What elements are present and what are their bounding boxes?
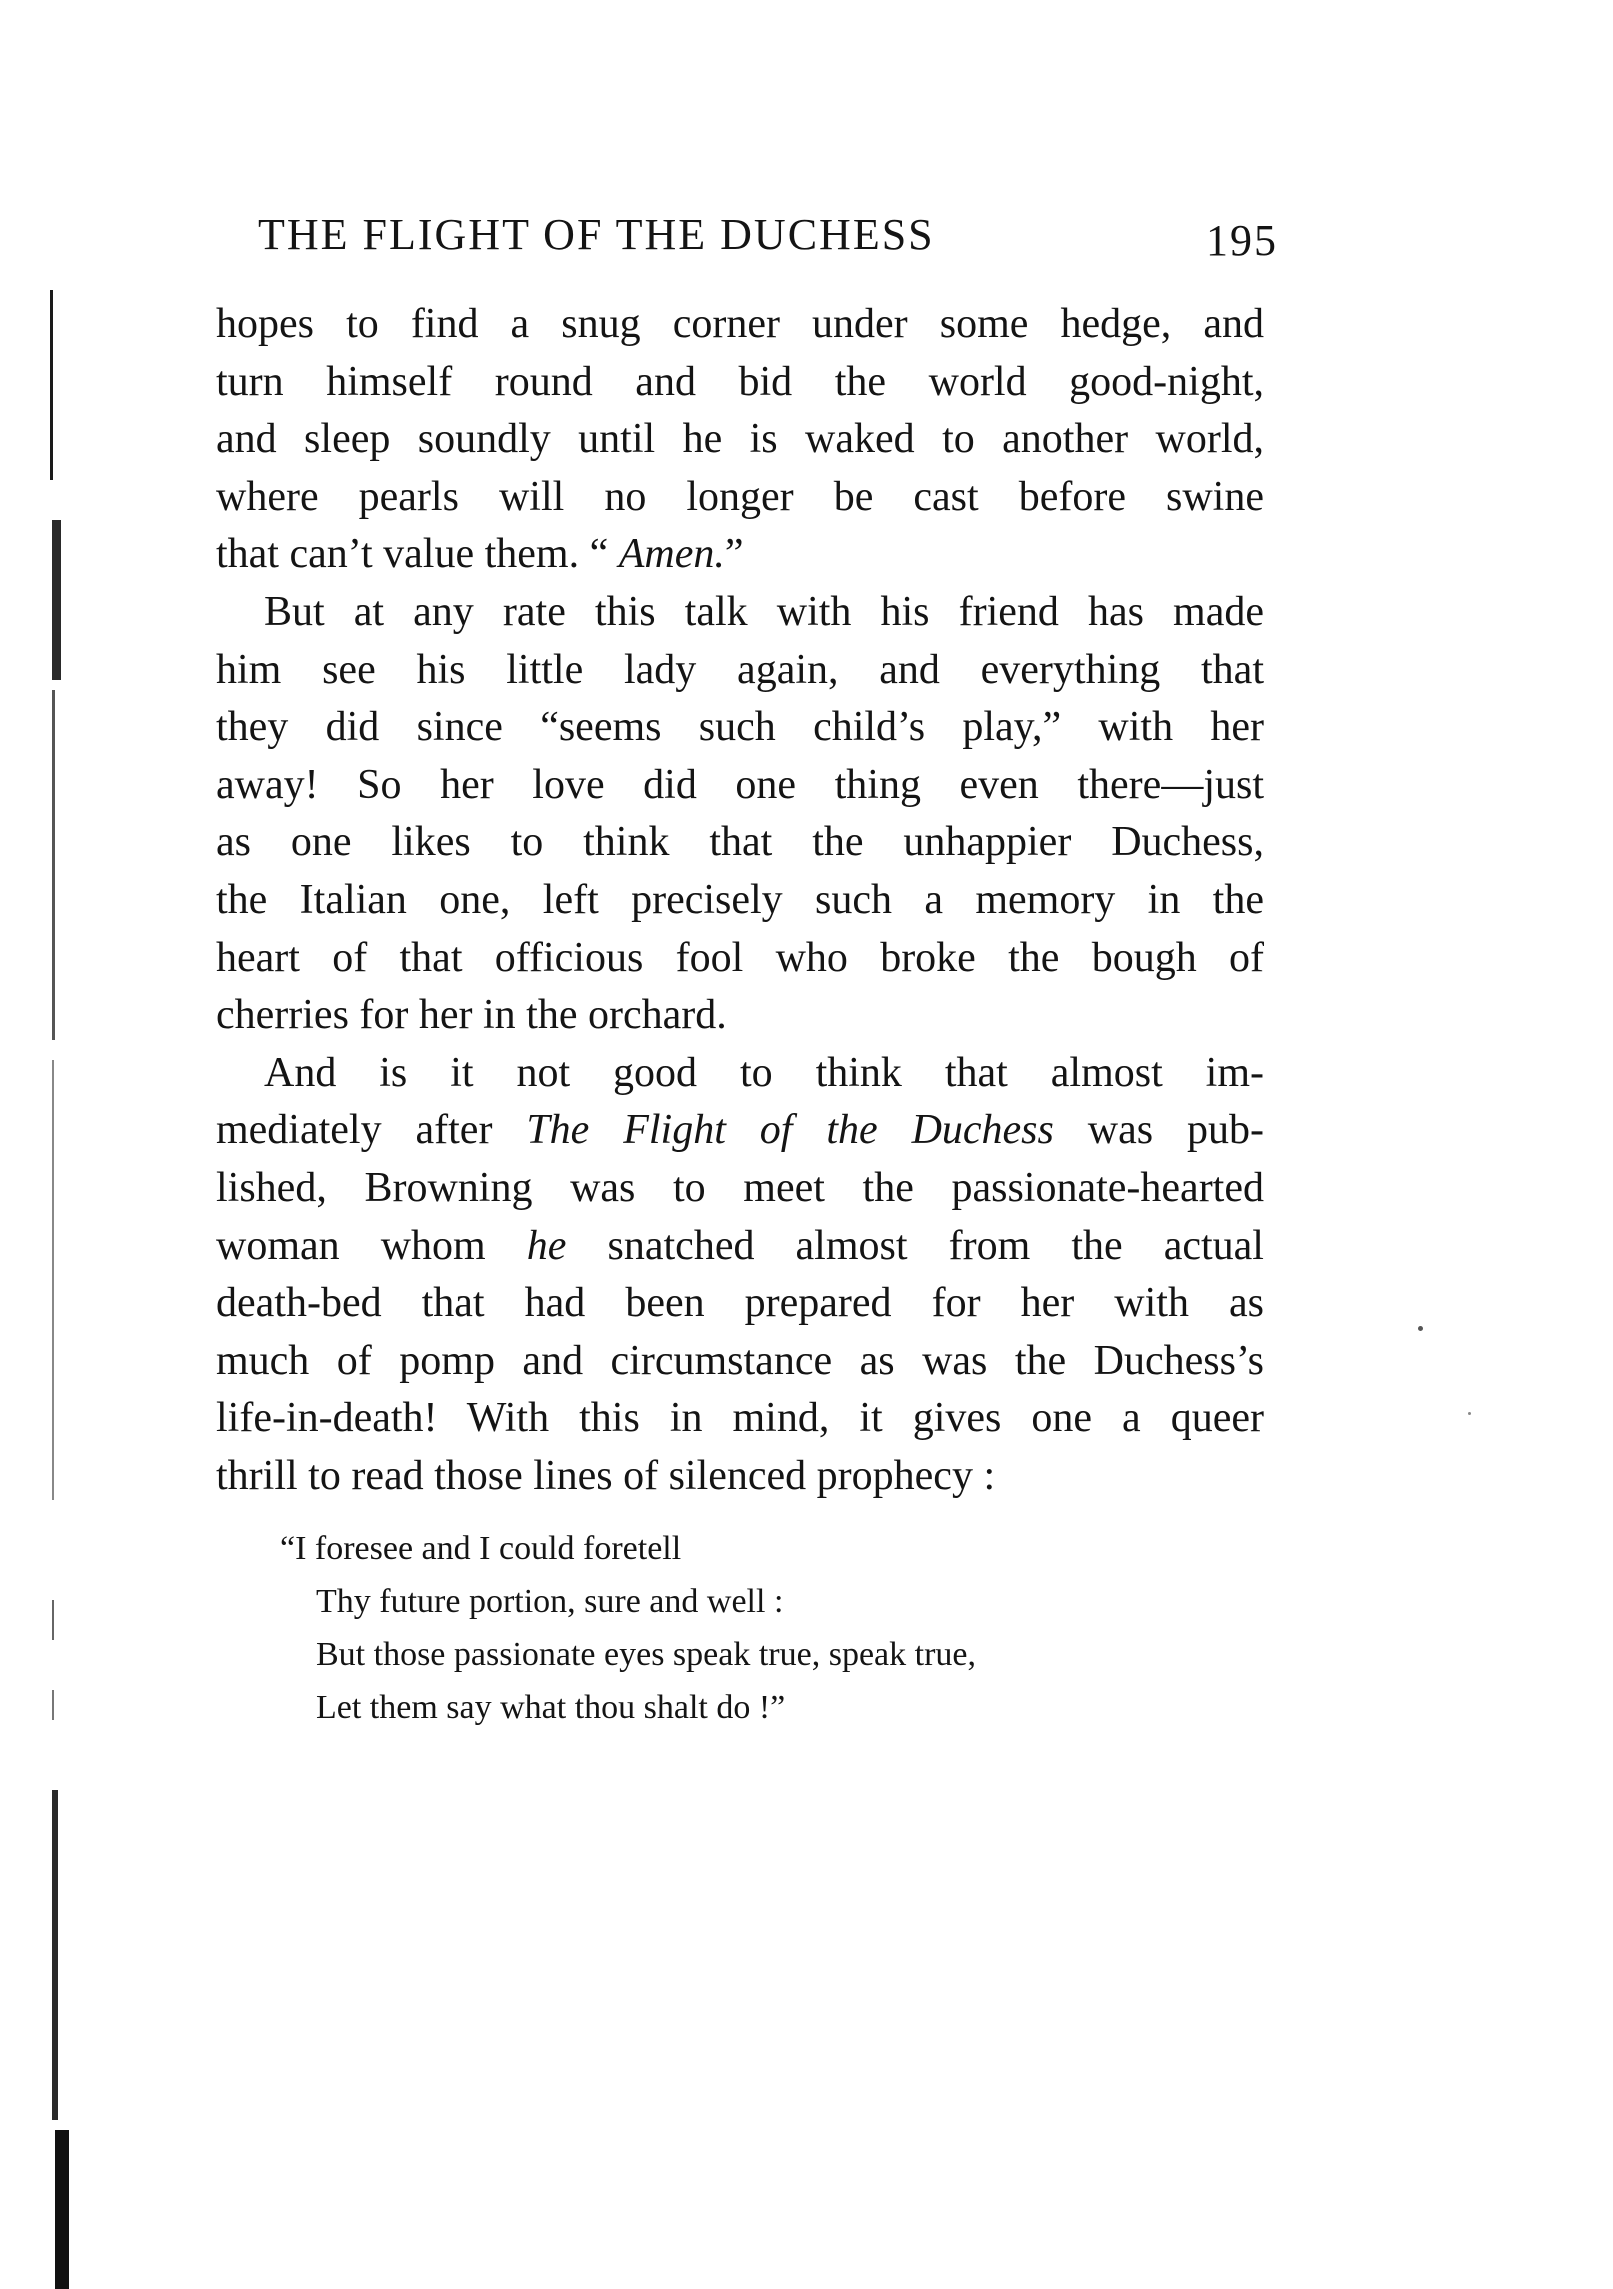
binding-shadow-mark [52,1690,54,1720]
text-line: as one likes to think that the unhappier Duchess, [216,819,1264,866]
text-fragment: snatched almost from the actual [566,1222,1264,1269]
text-line: hopes to find a snug corner under some hedge, and [216,301,1264,347]
running-header [258,205,1278,275]
binding-shadow-mark [50,290,53,480]
text-line: cherries for her in the orchard. [216,992,727,1039]
text-line: much of pomp and circumstance as was the Duchess’s [216,1337,1264,1384]
binding-shadow-mark [55,2130,69,2289]
text-line: the Italian one, left precisely such a memory in the [216,876,1264,923]
closing-quote: ” [724,531,744,578]
text-line: But at any rate this talk with his friend has made [264,588,1264,635]
verse-line: Let them say what thou shalt do !” [316,1689,786,1726]
text-line: thrill to read those lines of silenced prophecy : [216,1452,996,1499]
scan-speck [1418,1326,1423,1331]
text-line: turn himself round and bid the world good-night, [216,358,1264,405]
text-line: life-in-death! With this in mind, it gives one a queer [216,1395,1264,1442]
text-line: heart of that officious fool who broke the bough of [216,934,1264,981]
italic-amen: Amen. [618,531,725,578]
text-line [216,1218,1264,1276]
text-line: lished, Browning was to meet the passionate-hearted [216,1164,1264,1211]
text-line: death-bed that had been prepared for her with as [216,1280,1264,1327]
binding-shadow-mark [52,520,61,680]
verse-line: But those passionate eyes speak true, speak true, [316,1636,976,1673]
text-line: And is it not good to think that almost im- [264,1049,1264,1096]
text-line [216,526,1264,584]
text-line: where pearls will no longer be cast before swine [216,473,1264,520]
body-text [216,296,1264,1505]
verse-line: Thy future portion, sure and well : [316,1583,784,1620]
verse-line: “I foresee and I could foretell [280,1530,682,1567]
text-fragment: was pub- [1053,1107,1264,1154]
text-line: they did since “seems such child’s play,” with her [216,704,1264,751]
text-fragment: mediately after [216,1107,527,1154]
text-fragment: that can’t value them. “ [216,531,619,578]
text-line [216,1102,1264,1160]
text-line: him see his little lady again, and everything that [216,646,1264,693]
text-fragment: woman whom [216,1222,527,1269]
binding-shadow-mark [52,1060,54,1500]
italic-he: he [526,1222,567,1269]
italic-title: The Flight of the Duchess [526,1107,1054,1154]
text-line: and sleep soundly until he is waked to another world, [216,416,1264,463]
page-number: 195 [1206,216,1278,265]
binding-shadow-mark [52,1600,54,1640]
verse-quotation [280,1522,1180,1734]
running-title: THE FLIGHT OF THE DUCHESS [258,210,935,259]
binding-shadow-mark [52,690,55,1040]
binding-shadow-mark [52,1790,58,2120]
text-line: away! So her love did one thing even there—just [216,761,1264,808]
scan-speck [1468,1412,1471,1415]
